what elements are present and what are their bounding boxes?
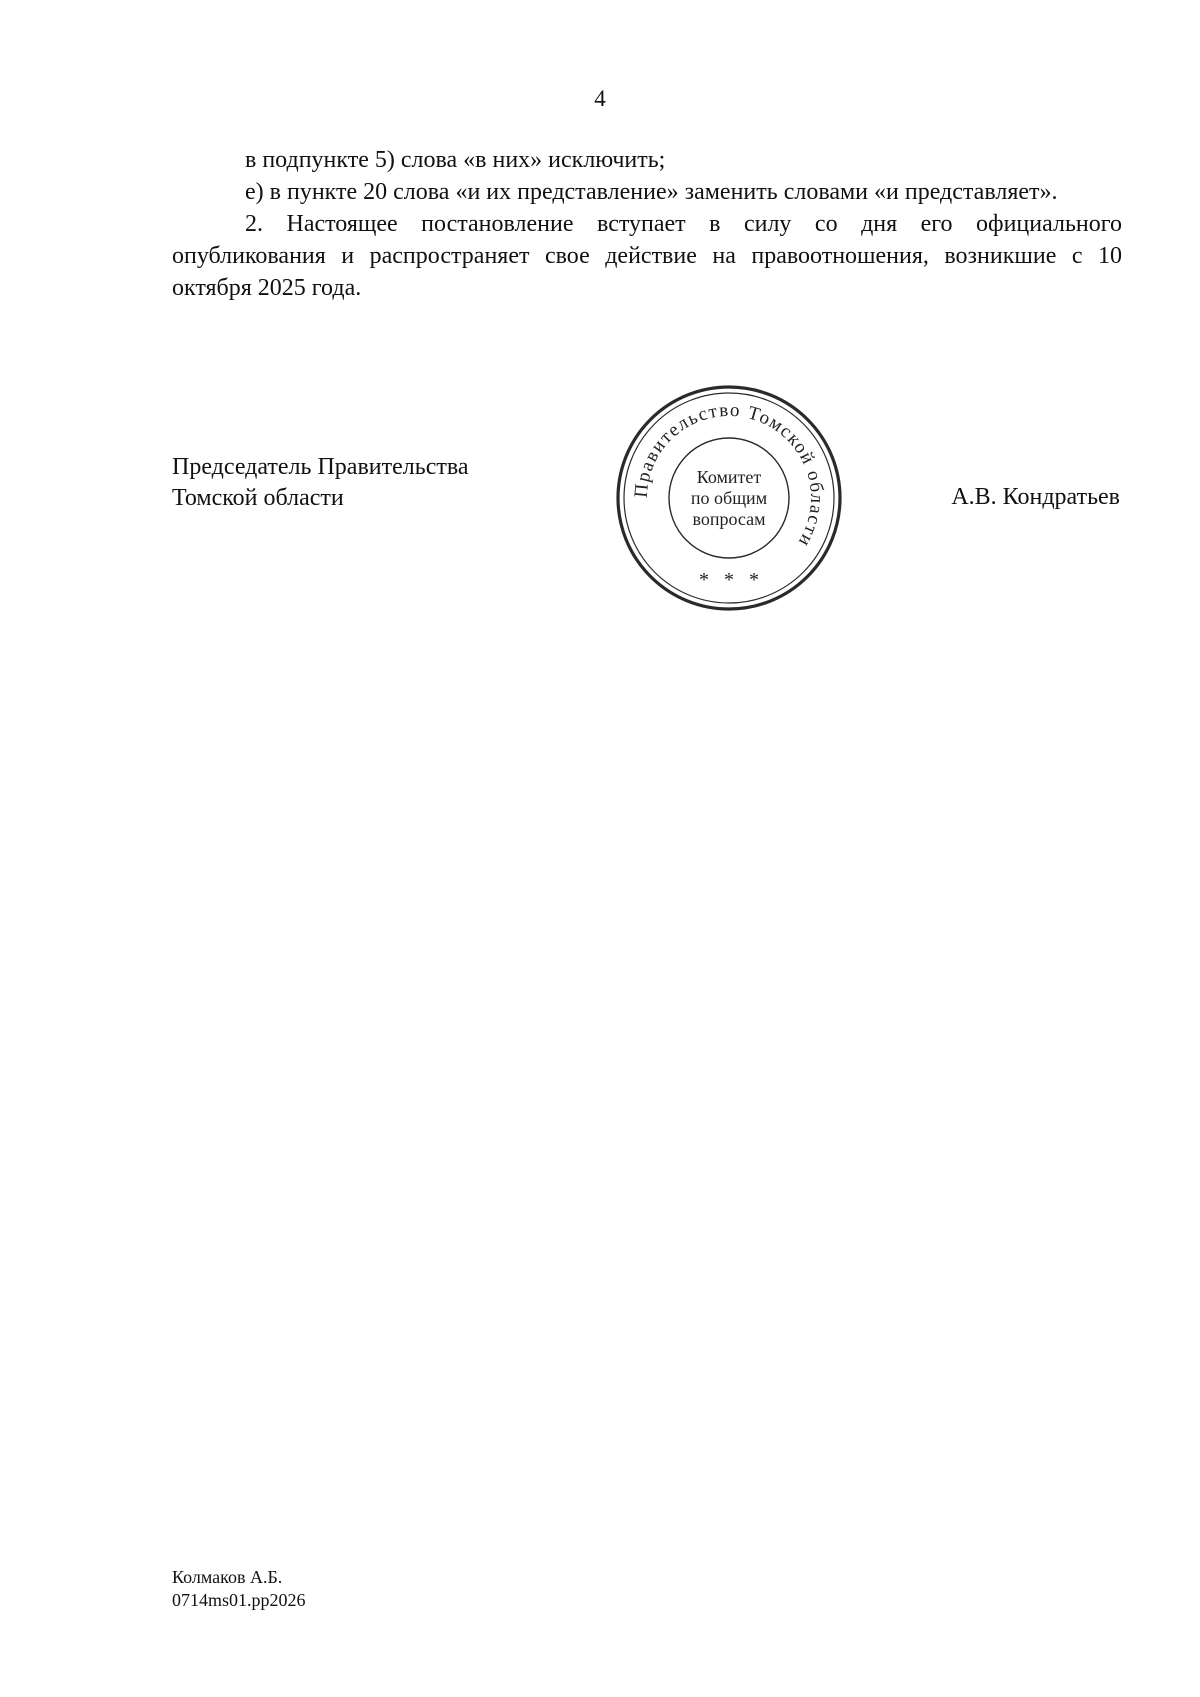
official-stamp bbox=[614, 383, 844, 613]
stamp-center-line-2: по общим bbox=[690, 488, 768, 508]
signer-position-line-1: Председатель Правительства bbox=[172, 454, 469, 480]
signer-position bbox=[172, 452, 469, 514]
paragraph-subpoint-5: в подпункте 5) слова «в них» исключить; bbox=[245, 147, 666, 173]
footer bbox=[172, 1566, 306, 1612]
paragraph-item-e: е) в пункте 20 слова «и их представление» заменить словами «и представляет». bbox=[245, 179, 1058, 205]
footer-doc-code: 0714ms01.pp2026 bbox=[172, 1590, 306, 1610]
stamp-center-line-3: вопросам bbox=[692, 509, 766, 529]
stamp-stars: * * * bbox=[699, 569, 759, 591]
page-number: 4 bbox=[594, 86, 606, 111]
paragraph-effective-date: 2. Настоящее постановление вступает в силу со дня его официального опубликования и распространяет свое действие на правоотношения, возникшие с 10 октября 2025 года. bbox=[172, 211, 1122, 301]
stamp-ring-text-path: Правительство Томской области bbox=[630, 399, 828, 552]
footer-author: Колмаков А.Б. bbox=[172, 1567, 283, 1587]
document-body bbox=[172, 144, 1122, 304]
signer-position-line-2: Томской области bbox=[172, 485, 344, 511]
stamp-center-line-1: Комитет bbox=[696, 467, 762, 487]
signer-name: А.В. Кондратьев bbox=[951, 484, 1120, 510]
